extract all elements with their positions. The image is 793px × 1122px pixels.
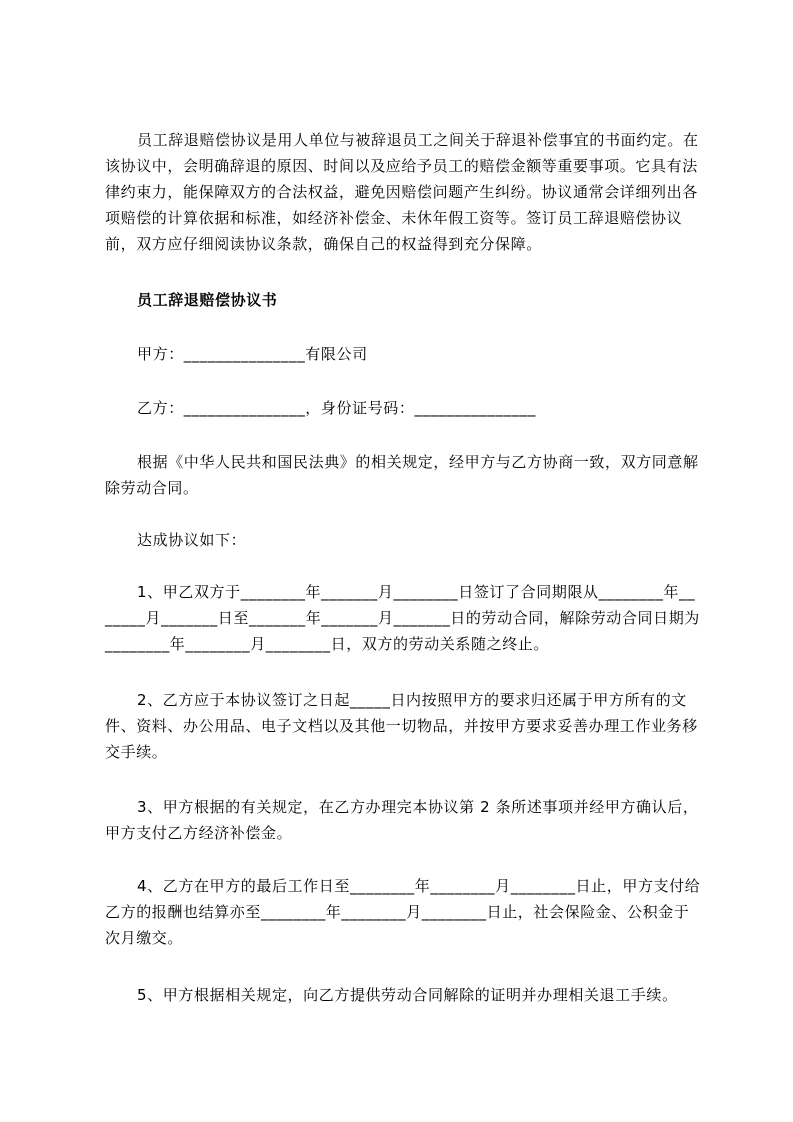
basis-paragraph: 根据《中华人民共和国民法典》的相关规定，经甲方与乙方协商一致，双方同意解除劳动合同。 (105, 453, 699, 497)
document-title: 员工辞退赔偿协议书 (137, 291, 278, 309)
clause-5: 5、甲方根据相关规定，向乙方提供劳动合同解除的证明并办理相关退工手续。 (137, 986, 678, 1004)
intro-paragraph: 员工辞退赔偿协议是用人单位与被辞退员工之间关于辞退补偿事宜的书面约定。在该协议中，会明确辞退的原因、时间以及应给予员工的赔偿金额等重要事项。它具有法律约束力，能保障双方的合法权益，避免因赔偿问题产生纠纷。协议通常会详细列出各项赔偿的计算依据和标准，如经济补偿金、未休年假工资等。签订员工辞退赔偿协议前，双方应仔细阅读协议条款，确保自己的权益得到充分保障。 (105, 131, 699, 253)
party-a-line: 甲方：_______________有限公司 (137, 345, 368, 363)
clause-2: 2、乙方应于本协议签订之日起_____日内按照甲方的要求归还属于甲方所有的文件、资料、办公用品、电子文档以及其他一切物品，并按甲方要求妥善办理工作业务移交手续。 (105, 691, 698, 761)
party-b-line: 乙方：_______________，身份证号码：_______________ (137, 399, 537, 417)
clause-3: 3、甲方根据的有关规定，在乙方办理完本协议第 2 条所述事项并经甲方确认后，甲方支付乙方经济补偿金。 (105, 798, 699, 842)
clause-1: 1、甲乙双方于________年_______月________日签订了合同期限从________年_______月_______日至_______年_______月_______日的劳动合同，解除劳动合同日期为________年________月________日，双方的劳动关系随之终止。 (105, 583, 700, 653)
clause-4: 4、乙方在甲方的最后工作日至________年________月________日止，甲方支付给乙方的报酬也结算亦至________年________月________日止，社会保险金、公积金于次月缴交。 (105, 877, 701, 947)
agreement-intro: 达成协议如下： (137, 531, 247, 549)
